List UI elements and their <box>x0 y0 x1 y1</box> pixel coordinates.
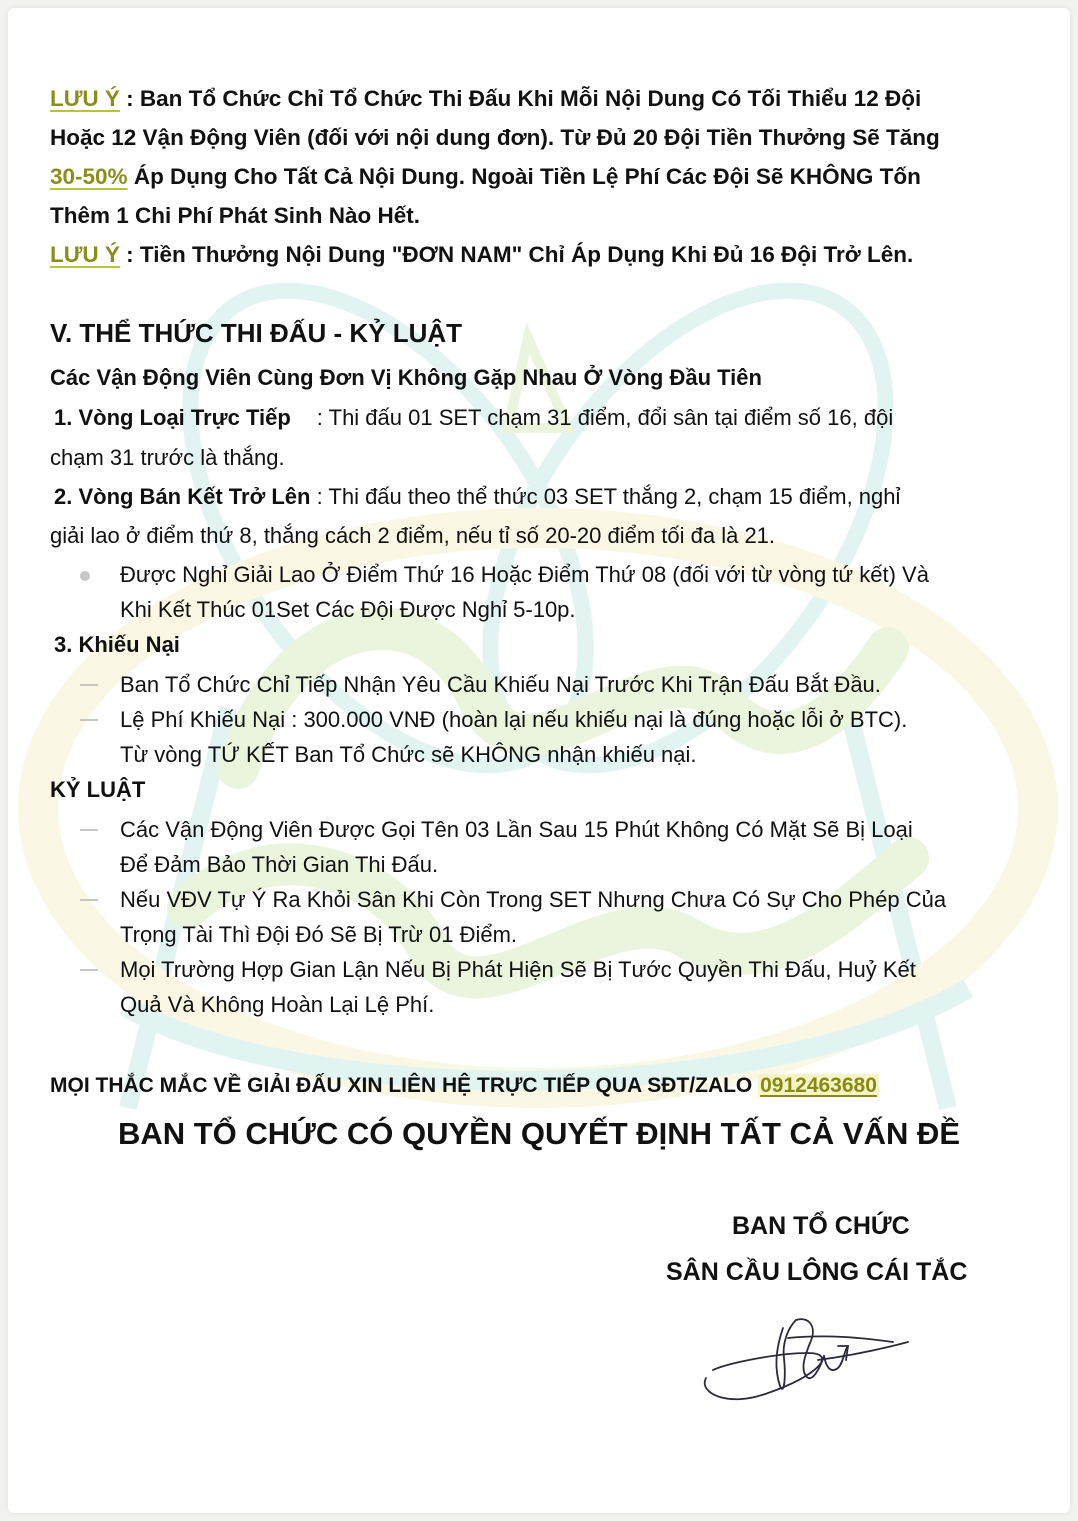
rule-1 <box>54 405 893 431</box>
note-label: LƯU Ý <box>50 242 120 267</box>
rest-rule-line-2: Khi Kết Thúc 01Set Các Đội Được Nghỉ 5-10p. <box>120 597 576 622</box>
contact-text: MỌI THẮC MẮC VỀ GIẢI ĐẤU XIN LIÊN HỆ TRỰC TIẾP QUA SĐT/ZALO <box>50 1074 759 1097</box>
contact-line <box>50 1074 879 1098</box>
discipline-1-line-1: Các Vận Động Viên Được Gọi Tên 03 Lần Sau 15 Phút Không Có Mặt Sẽ Bị Loại <box>120 817 913 842</box>
rule-2-text: : Thi đấu theo thể thức 03 SET thắng 2, chạm 15 điểm, nghỉ <box>310 484 901 509</box>
dash-marker <box>80 969 98 971</box>
discipline-2-line-1: Nếu VĐV Tự Ý Ra Khỏi Sân Khi Còn Trong SET Nhưng Chưa Có Sự Cho Phép Của <box>120 887 947 912</box>
organizer-title: BAN TỔ CHỨC <box>732 1212 910 1240</box>
complaints-heading: 3. Khiếu Nại <box>54 632 180 657</box>
note-1-line-1 <box>50 86 921 112</box>
organizer-venue: SÂN CẦU LÔNG CÁI TẮC <box>666 1258 968 1286</box>
discipline-3-line-1: Mọi Trường Hợp Gian Lận Nếu Bị Phát Hiện Sẽ Bị Tước Quyền Thi Đấu, Huỷ Kết <box>120 957 916 982</box>
note-1-line-4: Thêm 1 Chi Phí Phát Sinh Nào Hết. <box>50 203 421 228</box>
rest-rule-line-1: Được Nghỉ Giải Lao Ở Điểm Thứ 16 Hoặc Điểm Thứ 08 (đối với từ vòng tứ kết) Và <box>120 562 929 587</box>
rule-2-label: 2. Vòng Bán Kết Trở Lên <box>54 484 311 509</box>
handwritten-signature <box>688 1298 918 1418</box>
complaint-3: Từ vòng TỨ KẾT Ban Tổ Chức sẽ KHÔNG nhận khiếu nại. <box>120 742 697 767</box>
complaint-1: Ban Tổ Chức Chỉ Tiếp Nhận Yêu Cầu Khiếu Nại Trước Khi Trận Đấu Bắt Đầu. <box>120 672 881 697</box>
rule-1-text: : Thi đấu 01 SET chạm 31 điểm, đổi sân tại điểm số 16, đội <box>316 405 894 430</box>
discipline-1-line-2: Để Đảm Bảo Thời Gian Thi Đấu. <box>120 852 439 877</box>
note-2-text: : Tiền Thưởng Nội Dung "ĐƠN NAM" Chỉ Áp Dụng Khi Đủ 16 Đội Trở Lên. <box>119 242 914 267</box>
note-1-line-3-text: Áp Dụng Cho Tất Cả Nội Dung. Ngoài Tiền Lệ Phí Các Đội Sẽ KHÔNG Tốn <box>127 164 921 189</box>
document-content <box>8 8 1070 1513</box>
complaint-2: Lệ Phí Khiếu Nại : 300.000 VNĐ (hoàn lại nếu khiếu nại là đúng hoặc lỗi ở BTC). <box>120 707 908 732</box>
rule-2 <box>54 484 900 510</box>
note-2 <box>50 242 913 268</box>
note-1-text: : Ban Tổ Chức Chỉ Tổ Chức Thi Đấu Khi Mỗi Nội Dung Có Tối Thiểu 12 Đội <box>119 86 922 111</box>
note-label: LƯU Ý <box>50 86 120 111</box>
dash-marker <box>80 719 98 721</box>
discipline-heading: KỶ LUẬT <box>50 777 146 802</box>
section-intro: Các Vận Động Viên Cùng Đơn Vị Không Gặp Nhau Ở Vòng Đầu Tiên <box>50 365 762 390</box>
section-title: V. THỂ THỨC THI ĐẤU - KỶ LUẬT <box>50 318 463 348</box>
rule-2-continued: giải lao ở điểm thứ 8, thắng cách 2 điểm, nếu tỉ số 20-20 điểm tối đa là 21. <box>50 523 776 548</box>
rule-1-label: 1. Vòng Loại Trực Tiếp <box>54 405 291 430</box>
authority-statement: BAN TỔ CHỨC CÓ QUYỀN QUYẾT ĐỊNH TẤT CẢ VẤN ĐỀ <box>117 1116 961 1151</box>
dash-marker <box>80 829 98 831</box>
contact-phone: 0912463680 <box>760 1074 877 1097</box>
note-1-line-2: Hoặc 12 Vận Động Viên (đối với nội dung đơn). Từ Đủ 20 Đội Tiền Thưởng Sẽ Tăng <box>50 125 940 150</box>
dash-marker <box>80 899 98 901</box>
discipline-3-line-2: Quả Và Không Hoàn Lại Lệ Phí. <box>120 992 435 1017</box>
bullet-dot <box>80 571 90 581</box>
bonus-percentage: 30-50% <box>50 164 128 189</box>
note-1-line-3 <box>50 164 921 190</box>
discipline-2-line-2: Trọng Tài Thì Đội Đó Sẽ Bị Trừ 01 Điểm. <box>120 922 518 947</box>
dash-marker <box>80 684 98 686</box>
document-page <box>8 8 1070 1513</box>
rule-1-continued: chạm 31 trước là thắng. <box>50 445 285 470</box>
